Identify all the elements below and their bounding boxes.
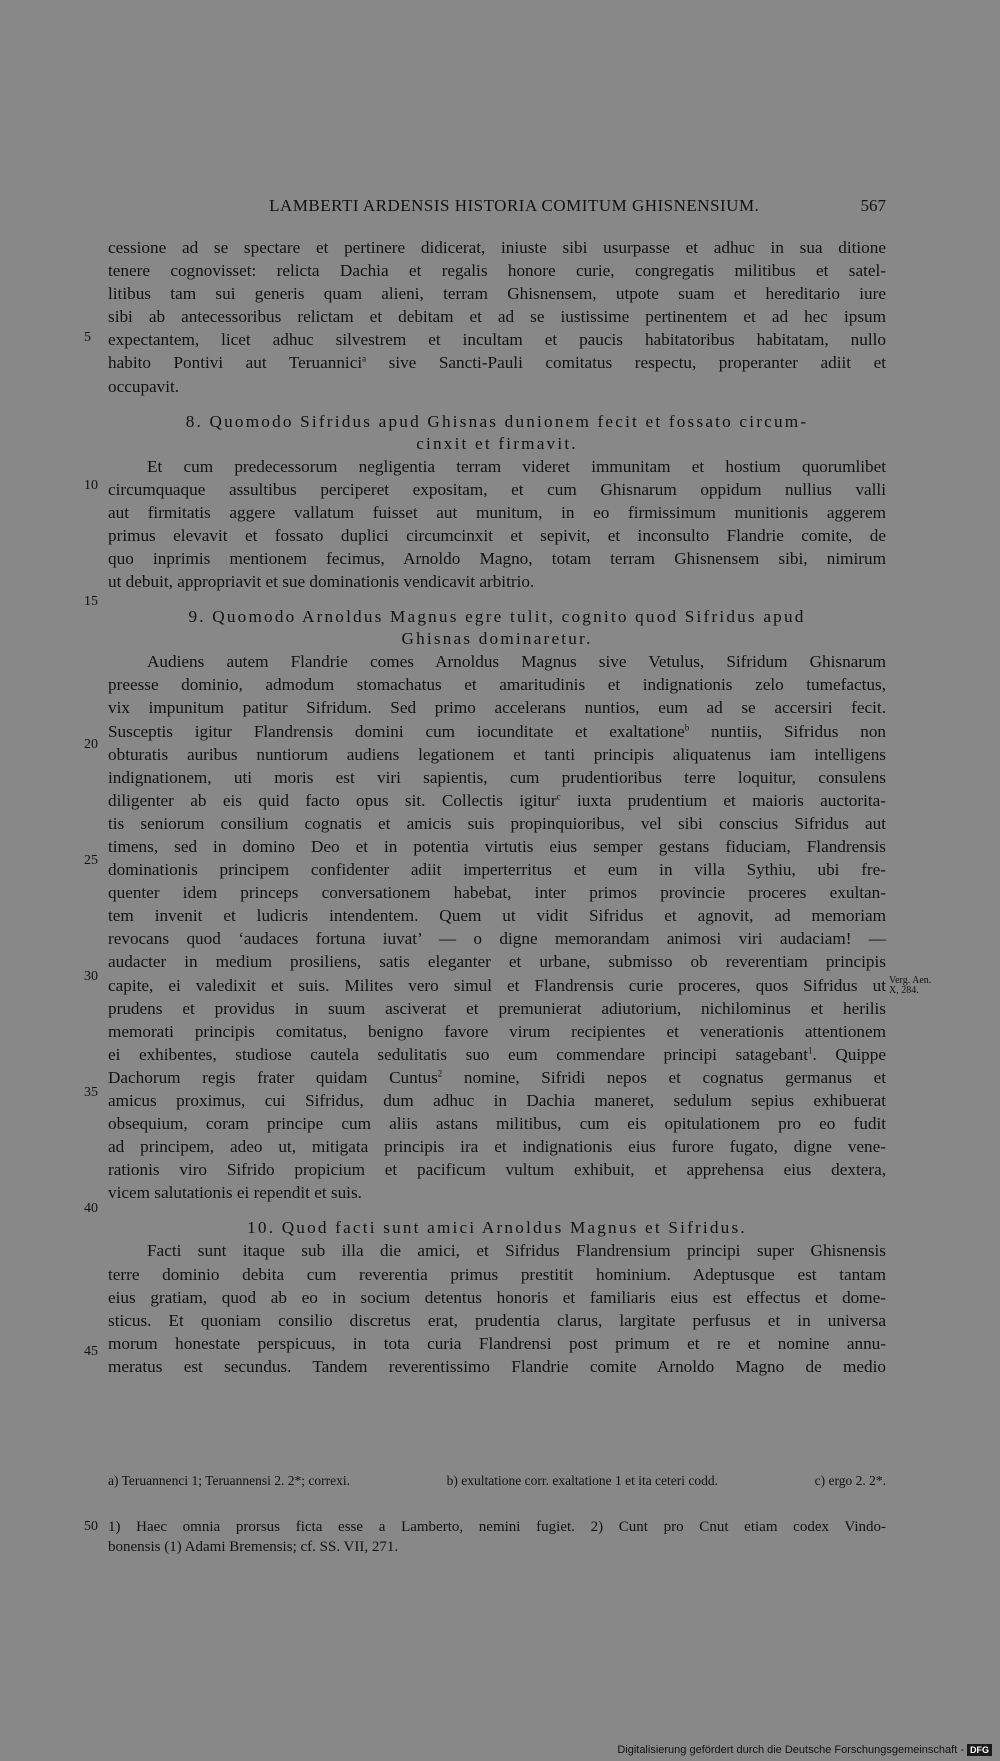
text-line: revocans quod ‘audaces fortuna iuvat’ — o digne memorandam animosi viri audaciam! —: [108, 929, 886, 949]
line-number: 15: [84, 594, 98, 609]
text-line: prudens et providus in suum asciverat et premunierat adiutorium, nichilominus et herilis: [108, 998, 886, 1018]
margin-citation-line: Verg. Aen.: [889, 975, 932, 986]
chapter-heading-9-cont: Ghisnas dominaretur.: [401, 629, 593, 649]
margin-citation-line: X, 284.: [889, 985, 919, 996]
footnote-marker: b: [684, 721, 690, 732]
text-line: Facti sunt itaque sub illa die amici, et Sifridus Flandrensium principi super Ghisnensis: [147, 1241, 886, 1261]
footnote-marker: 2: [437, 1068, 443, 1079]
text-fragment: iuxta prudentium et maioris auctorita-: [560, 790, 886, 810]
text-line: meratus est secundus. Tandem reverentissimo Flandrie comite Arnoldo Magno de medio: [108, 1356, 886, 1376]
chapter-heading-8: 8. Quomodo Sifridus apud Ghisnas dunionem fecit et fossato circum-: [185, 411, 809, 431]
text-line: tenere cognovisset: relicta Dachia et regalis honore curie, congregatis militibus et satel-: [108, 261, 886, 281]
text-fragment: sive Sancti-Pauli comitatus respectu, properanter adiit et: [366, 353, 886, 373]
text-line: [108, 789, 886, 812]
line-number: 40: [84, 1201, 98, 1216]
line-number: 35: [84, 1085, 98, 1100]
text-line: primus elevavit et fossato duplici circumcinxit et sepivit, et inconsulto Flandrie comite, de: [108, 525, 886, 545]
footnote-c: c) ergo 2. 2*.: [814, 1473, 886, 1488]
chapter-heading-9: 9. Quomodo Arnoldus Magnus egre tulit, cognito quod Sifridus apud: [188, 607, 806, 627]
text-line: Audiens autem Flandrie comes Arnoldus Magnus sive Vetulus, Sifridum Ghisnarum: [147, 652, 886, 672]
line-number: 5: [84, 330, 91, 345]
chapter-heading-8-cont: cinxit et firmavit.: [416, 433, 578, 453]
text-line: quenter idem princeps conversationem habebat, inter primos provincie proceres exultan-: [108, 883, 886, 903]
text-fragment: nomine, Sifridi nepos et cognatus germanus et: [442, 1067, 886, 1087]
text-fragment: nuntiis, Sifridus non: [689, 721, 887, 741]
digitization-credit: [617, 1744, 992, 1756]
text-line: obturatis auribus nuntiorum audiens legationem et tanti principis aliquatenus iam intelligens: [108, 744, 886, 764]
text-line: [108, 1066, 886, 1089]
line-number: 45: [84, 1344, 98, 1359]
credit-text: Digitalisierung gefördert durch die Deutsche Forschungsgemeinschaft -: [617, 1744, 964, 1756]
textual-footnotes: [108, 1473, 886, 1489]
text-line: obsequium, coram principe cum aliis astans militibus, cum eis opitulationem pro eo fudit: [108, 1114, 886, 1134]
main-text: [108, 236, 886, 1378]
text-line: rationis viro Sifrido propicium et pacificum vultum exhibuit, et apprehensa eius dextera,: [108, 1160, 886, 1180]
text-line: memorati principis comitatus, benigno favore virum recipientes et venerationis attentionem: [108, 1021, 886, 1041]
line-number: 25: [84, 853, 98, 868]
commentary-footnotes: [108, 1517, 886, 1557]
text-line: circumquaque assultibus perciperet expositam, et cum Ghisnarum oppidum nullius valli: [108, 479, 886, 499]
footnote-marker: c: [556, 791, 561, 802]
footnote-marker: 1: [808, 1045, 813, 1056]
running-title: LAMBERTI ARDENSIS HISTORIA COMITUM GHISNENSIUM.: [269, 196, 760, 215]
line-number: 50: [84, 1519, 98, 1534]
text-line: preesse dominio, admodum stomachatus et amaritudinis et indignationis zelo tumefactus,: [108, 675, 886, 695]
text-line: expectantem, licet adhuc silvestrem et incultam et paucis habitatoribus habitatam, nullo: [108, 330, 886, 350]
footnote-line: bonensis (1) Adami Bremensis; cf. SS. VII, 271.: [108, 1539, 399, 1555]
text-line: cessione ad se spectare et pertinere didicerat, iniuste sibi usurpasse et adhuc in sua ditione: [108, 238, 886, 257]
text-line: amicus proximus, cui Sifridus, dum adhuc in Dachia maneret, sedulum sepius exhibuerat: [108, 1091, 886, 1110]
text-line: litibus tam sui generis quam alieni, terram Ghisnensem, utpote suam et hereditario iure: [108, 284, 886, 304]
text-line: tem invenit et ludicris intendentem. Quem ut vidit Sifridus et agnovit, ad memoriam: [108, 906, 886, 926]
text-line: audacter in medium prosiliens, satis eleganter et urbane, submisso ob reverentiam principis: [108, 952, 886, 972]
text-line: ad principem, adeo ut, mitigata principis ira et indignationis eius furore fugato, digne vene-: [108, 1137, 886, 1157]
text-line: ut debuit, appropriavit et sue dominationis vendicavit arbitrio.: [108, 572, 535, 592]
footnote-b: b) exultatione corr. exaltatione 1 et ita ceteri codd.: [446, 1473, 719, 1488]
footnote-line: 1) Haec omnia prorsus ficta esse a Lamberto, nemini fugiet. 2) Cunt pro Cnut etiam codex Vindo-: [108, 1519, 886, 1535]
text-line: [108, 720, 886, 743]
text-line: vix impunitum patitur Sifridum. Sed primo accelerans nuntios, eum ad se accersiri fecit.: [108, 698, 886, 718]
footnote-a: a) Teruannenci 1; Teruannensi 2. 2*; correxi.: [108, 1473, 351, 1488]
margin-citation: [889, 976, 949, 996]
text-line: morum honestate perspicuus, in tota curia Flandrensi post primum et re et nomine annu-: [108, 1333, 886, 1353]
line-number: 20: [84, 737, 98, 752]
text-line: quo inprimis mentionem fecimus, Arnoldo Magno, totam terram Ghisnensem sibi, nimirum: [108, 549, 886, 569]
text-line: vicem salutationis ei rependit et suis.: [108, 1183, 362, 1203]
text-line: [108, 1043, 886, 1066]
footnote-marker: a: [362, 353, 367, 364]
text-line: occupavit.: [108, 376, 180, 396]
text-line: indignationem, uti moris est viri sapientis, cum prudentioribus terre loquitur, consulens: [108, 767, 886, 787]
running-header: [108, 196, 886, 216]
text-line: capite, ei valedixit et suis. Milites vero simul et Flandrensis curie proceres, quos Sifridus ut: [108, 975, 886, 995]
text-line: tis seniorum consilium cognatis et amicis suis propinquioribus, vel sibi conscius Sifridus aut: [108, 813, 886, 833]
text-fragment: ei exhibentes, studiose cautela sedulitatis suo eum commendare principi satagebant: [108, 1044, 809, 1064]
text-line: sticus. Et quoniam consilio discretus erat, prudentia clarus, largitate perfusus et in universa: [108, 1310, 886, 1330]
text-fragment: diligenter ab eis quid facto opus sit. Collectis igitur: [108, 790, 557, 810]
text-line: terre dominio debita cum reverentia primus prestitit hominium. Adeptusque est tantam: [108, 1264, 886, 1284]
text-line: eius gratiam, quod ab eo in socium detentus honoris et familiaris eius est effectus et dome-: [108, 1287, 886, 1307]
text-line: aut firmitatis aggere vallatum fuisset aut munitum, in eo firmissimum munitionis aggerem: [108, 502, 886, 522]
line-number: 10: [84, 478, 98, 493]
text-fragment: Dachorum regis frater quidam Cuntus: [108, 1067, 438, 1087]
line-number: 30: [84, 969, 98, 984]
text-line: sibi ab antecessoribus relictam et debitam et ad se iustissime pertinentem et ad hec ipsum: [108, 307, 886, 327]
text-line: timens, sed in domino Deo et in potentia virtutis eius semper gestans fiduciam, Flandrensis: [108, 836, 886, 856]
text-fragment: habito Pontivi aut Teruannici: [108, 353, 363, 373]
text-fragment: Susceptis igitur Flandrensis domini cum iocunditate et exaltatione: [108, 721, 685, 741]
text-fragment: . Quippe: [812, 1044, 886, 1064]
dfg-logo: DFG: [967, 1744, 992, 1756]
chapter-heading-10: 10. Quod facti sunt amici Arnoldus Magnus et Sifridus.: [247, 1218, 747, 1238]
text-line: [108, 351, 886, 374]
text-line: Et cum predecessorum negligentia terram videret immunitam et hostium quorumlibet: [147, 456, 886, 476]
text-line: dominationis principem confidenter adiit imperterritus et eum in villa Sythiu, ubi fre-: [108, 860, 886, 880]
page-number: 567: [860, 196, 886, 215]
